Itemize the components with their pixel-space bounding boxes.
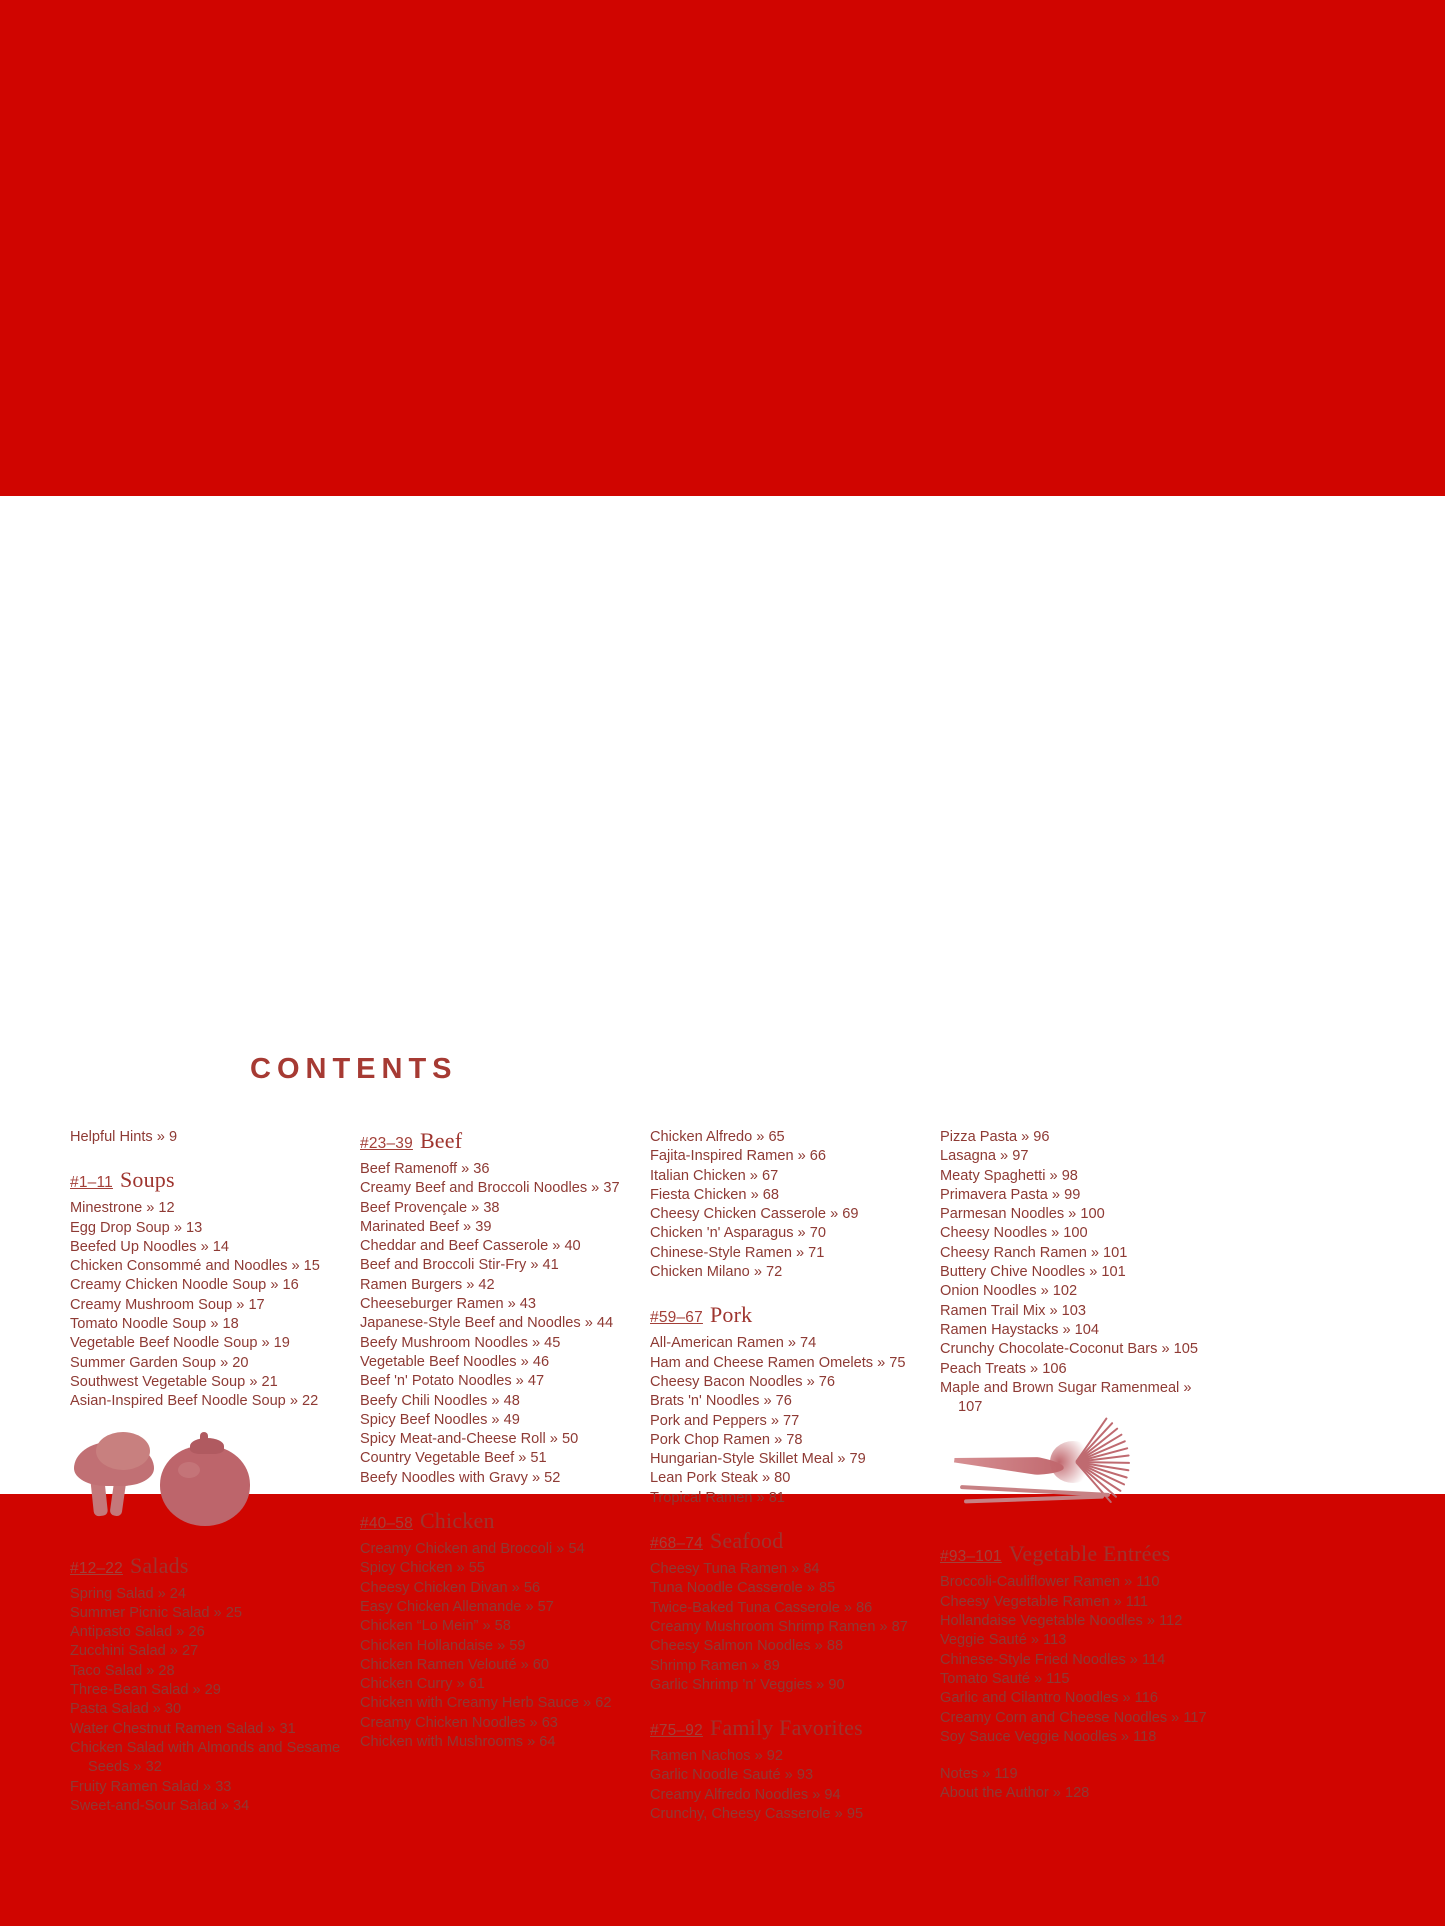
contents-entry[interactable]: Beefed Up Noodles » 14 bbox=[70, 1238, 230, 1255]
section-name: Family Favorites bbox=[709, 1715, 863, 1741]
contents-entry[interactable]: Cheesy Bacon Noodles » 76 bbox=[650, 1373, 835, 1390]
contents-entry[interactable]: Broccoli-Cauliflower Ramen » 110 bbox=[940, 1574, 1160, 1591]
section-range: #40–58 bbox=[360, 1515, 413, 1533]
section-name: Vegetable Entrées bbox=[1008, 1541, 1171, 1567]
contents-entry[interactable]: Soy Sauce Veggie Noodles » 118 bbox=[940, 1728, 1157, 1745]
section-name: Seafood bbox=[709, 1528, 784, 1554]
contents-entry[interactable]: Lean Pork Steak » 80 bbox=[650, 1470, 791, 1487]
contents-entry[interactable]: Easy Chicken Allemande » 57 bbox=[360, 1598, 554, 1615]
contents-entry[interactable]: Cheddar and Beef Casserole » 40 bbox=[360, 1238, 581, 1255]
section-heading bbox=[650, 1528, 922, 1554]
contents-entry[interactable]: Beef 'n' Potato Noodles » 47 bbox=[360, 1373, 545, 1390]
section-heading bbox=[70, 1167, 342, 1193]
contents-entry[interactable]: Chicken Hollandaise » 59 bbox=[360, 1637, 526, 1654]
contents-entry[interactable]: Sweet-and-Sour Salad » 34 bbox=[70, 1797, 250, 1814]
contents-entry[interactable]: Beef Ramenoff » 36 bbox=[360, 1161, 490, 1177]
contents-entry[interactable]: Creamy Mushroom Shrimp Ramen » 87 bbox=[650, 1618, 908, 1635]
contents-entry[interactable]: Crunchy Chocolate-Coconut Bars » 105 bbox=[940, 1341, 1198, 1358]
contents-entry[interactable]: Spicy Meat-and-Cheese Roll » 50 bbox=[360, 1431, 579, 1448]
contents-entry[interactable]: Water Chestnut Ramen Salad » 31 bbox=[70, 1720, 296, 1737]
contents-entry[interactable]: Brats 'n' Noodles » 76 bbox=[650, 1393, 792, 1410]
contents-entry[interactable]: Ramen Haystacks » 104 bbox=[940, 1321, 1099, 1338]
contents-entry[interactable]: About the Author » 128 bbox=[940, 1785, 1090, 1802]
contents-column-3 bbox=[650, 1128, 940, 1824]
contents-entry[interactable]: Creamy Alfredo Noodles » 94 bbox=[650, 1786, 841, 1803]
contents-entry[interactable]: Cheesy Ranch Ramen » 101 bbox=[940, 1244, 1128, 1261]
contents-entry[interactable]: Tomato Noodle Soup » 18 bbox=[70, 1316, 239, 1333]
contents-entry[interactable]: Creamy Chicken and Broccoli » 54 bbox=[360, 1541, 585, 1558]
contents-entry[interactable]: Cheesy Chicken Divan » 56 bbox=[360, 1579, 541, 1596]
section-heading bbox=[650, 1302, 922, 1328]
section-name: Chicken bbox=[419, 1508, 495, 1534]
contents-entry[interactable]: All-American Ramen » 74 bbox=[650, 1335, 817, 1352]
section-name: Beef bbox=[419, 1128, 463, 1153]
contents-entry[interactable]: Crunchy, Cheesy Casserole » 95 bbox=[650, 1806, 864, 1823]
section-heading bbox=[940, 1541, 1212, 1567]
broccoli-tomato-illustration bbox=[66, 1428, 296, 1533]
contents-entry[interactable]: Garlic Noodle Sauté » 93 bbox=[650, 1767, 814, 1784]
contents-entry[interactable]: Spicy Chicken » 55 bbox=[360, 1560, 485, 1577]
section-heading bbox=[70, 1553, 342, 1579]
contents-columns bbox=[70, 1128, 1390, 1824]
section-range: #75–92 bbox=[650, 1722, 703, 1740]
contents-entry[interactable]: Maple and Brown Sugar Ramenmeal » 107 bbox=[940, 1379, 1192, 1416]
contents-entry[interactable]: Ramen Trail Mix » 103 bbox=[940, 1302, 1086, 1319]
contents-entry[interactable]: Marinated Beef » 39 bbox=[360, 1218, 492, 1235]
section-name: Salads bbox=[129, 1552, 189, 1578]
contents-entry[interactable]: Chicken Alfredo » 65 bbox=[650, 1129, 785, 1145]
tomato-shape bbox=[160, 1446, 250, 1526]
contents-entry[interactable]: Chicken Ramen Velouté » 60 bbox=[360, 1656, 550, 1673]
contents-entry[interactable]: Beef and Broccoli Stir-Fry » 41 bbox=[360, 1257, 559, 1274]
contents-entry[interactable]: Lasagna » 97 bbox=[940, 1148, 1029, 1165]
section-range: #59–67 bbox=[650, 1309, 703, 1327]
contents-entry[interactable]: Notes » 119 bbox=[940, 1766, 1018, 1783]
section-range: #12–22 bbox=[70, 1559, 123, 1577]
contents-entry[interactable]: Summer Garden Soup » 20 bbox=[70, 1354, 249, 1371]
contents-entry[interactable]: Chinese-Style Ramen » 71 bbox=[650, 1244, 825, 1261]
contents-entry[interactable]: Pizza Pasta » 96 bbox=[940, 1129, 1050, 1145]
contents-entry[interactable]: Creamy Chicken Noodle Soup » 16 bbox=[70, 1277, 299, 1294]
contents-entry[interactable]: Three-Bean Salad » 29 bbox=[70, 1682, 221, 1699]
contents-entry[interactable]: Peach Treats » 106 bbox=[940, 1360, 1067, 1377]
contents-entry[interactable]: Vegetable Beef Noodles » 46 bbox=[360, 1353, 550, 1370]
contents-entry[interactable]: Ramen Burgers » 42 bbox=[360, 1276, 495, 1293]
carrot-shape bbox=[953, 1450, 1064, 1480]
tomato-stem-shape bbox=[200, 1432, 208, 1446]
contents-entry[interactable]: Creamy Mushroom Soup » 17 bbox=[70, 1296, 265, 1313]
contents-entry[interactable]: Chicken “Lo Mein” » 58 bbox=[360, 1618, 511, 1635]
contents-entry[interactable]: Pork Chop Ramen » 78 bbox=[650, 1431, 803, 1448]
contents-entry[interactable]: Shrimp Ramen » 89 bbox=[650, 1657, 780, 1674]
section-name: Soups bbox=[119, 1167, 175, 1193]
contents-entry[interactable]: Southwest Vegetable Soup » 21 bbox=[70, 1373, 278, 1390]
contents-entry[interactable]: Fruity Ramen Salad » 33 bbox=[70, 1778, 232, 1795]
broccoli-head-shape-2 bbox=[96, 1432, 150, 1470]
contents-entry[interactable]: Garlic and Cilantro Noodles » 116 bbox=[940, 1690, 1158, 1707]
section-heading bbox=[650, 1715, 922, 1741]
contents-entry[interactable]: Chicken Milano » 72 bbox=[650, 1264, 783, 1281]
contents-entry[interactable]: Pasta Salad » 30 bbox=[70, 1701, 182, 1718]
section-range: #23–39 bbox=[360, 1135, 413, 1152]
contents-entry[interactable]: Summer Picnic Salad » 25 bbox=[70, 1604, 242, 1621]
section-heading bbox=[360, 1508, 632, 1534]
contents-entry[interactable]: Spring Salad » 24 bbox=[70, 1585, 187, 1602]
contents-entry[interactable]: Taco Salad » 28 bbox=[70, 1662, 175, 1679]
contents-entry[interactable]: Parmesan Noodles » 100 bbox=[940, 1206, 1105, 1223]
contents-entry[interactable]: Egg Drop Soup » 13 bbox=[70, 1219, 203, 1236]
contents-entry[interactable]: Japanese-Style Beef and Noodles » 44 bbox=[360, 1315, 614, 1332]
contents-entry[interactable]: Minestrone » 12 bbox=[70, 1200, 175, 1217]
contents-entry[interactable]: Onion Noodles » 102 bbox=[940, 1283, 1078, 1300]
contents-entry[interactable]: Chinese-Style Fried Noodles » 114 bbox=[940, 1651, 1166, 1668]
section-range: #1–11 bbox=[70, 1174, 113, 1192]
contents-entry[interactable]: Tomato Sauté » 115 bbox=[940, 1670, 1070, 1687]
contents-entry[interactable]: Tropical Ramen » 81 bbox=[650, 1489, 785, 1506]
contents-entry[interactable]: Veggie Sauté » 113 bbox=[940, 1632, 1067, 1649]
contents-column-2 bbox=[360, 1128, 650, 1824]
contents-entry[interactable]: Italian Chicken » 67 bbox=[650, 1167, 779, 1184]
contents-entry[interactable]: Cheesy Chicken Casserole » 69 bbox=[650, 1206, 859, 1223]
section-heading bbox=[360, 1128, 632, 1154]
contents-entry[interactable]: Fajita-Inspired Ramen » 66 bbox=[650, 1148, 827, 1165]
contents-entry[interactable]: Zucchini Salad » 27 bbox=[70, 1643, 199, 1660]
contents-entry[interactable]: Fiesta Chicken » 68 bbox=[650, 1186, 779, 1203]
contents-entry[interactable]: Creamy Chicken Noodles » 63 bbox=[360, 1714, 558, 1731]
contents-entry[interactable]: Meaty Spaghetti » 98 bbox=[940, 1167, 1078, 1184]
contents-entry[interactable]: Buttery Chive Noodles » 101 bbox=[940, 1264, 1126, 1281]
carrot-noodles-illustration bbox=[950, 1431, 1190, 1521]
contents-entry[interactable]: Hungarian-Style Skillet Meal » 79 bbox=[650, 1451, 866, 1468]
section-range: #68–74 bbox=[650, 1535, 703, 1553]
contents-entry[interactable]: Cheeseburger Ramen » 43 bbox=[360, 1296, 537, 1313]
contents-entry[interactable]: Cheesy Noodles » 100 bbox=[940, 1225, 1088, 1242]
contents-entry[interactable]: Chicken with Mushrooms » 64 bbox=[360, 1734, 556, 1751]
contents-column-1 bbox=[70, 1128, 360, 1824]
spacer bbox=[940, 1747, 1212, 1765]
contents-entry[interactable]: Pork and Peppers » 77 bbox=[650, 1412, 800, 1429]
contents-entry[interactable]: Primavera Pasta » 99 bbox=[940, 1186, 1081, 1203]
section-name: Pork bbox=[709, 1302, 753, 1328]
contents-entry[interactable]: Creamy Beef and Broccoli Noodles » 37 bbox=[360, 1180, 620, 1197]
contents-entry[interactable]: Vegetable Beef Noodle Soup » 19 bbox=[70, 1335, 290, 1352]
contents-entry[interactable]: Cheesy Tuna Ramen » 84 bbox=[650, 1561, 820, 1578]
contents-entry[interactable]: Twice-Baked Tuna Casserole » 86 bbox=[650, 1599, 873, 1616]
tomato-highlight bbox=[178, 1462, 200, 1478]
contents-entry[interactable]: Chicken with Creamy Herb Sauce » 62 bbox=[360, 1695, 612, 1712]
contents-entry[interactable]: Chicken Salad with Almonds and Sesame Seeds » 32 bbox=[70, 1739, 341, 1776]
page-title: CONTENTS bbox=[250, 1053, 458, 1085]
contents-entry[interactable]: Ham and Cheese Ramen Omelets » 75 bbox=[650, 1354, 906, 1371]
contents-panel bbox=[0, 496, 1445, 1823]
section-range: #93–101 bbox=[940, 1548, 1002, 1566]
contents-entry[interactable]: Beefy Noodles with Gravy » 52 bbox=[360, 1469, 561, 1486]
contents-entry[interactable]: Garlic Shrimp 'n' Veggies » 90 bbox=[650, 1676, 845, 1693]
noodle-strand-2 bbox=[964, 1495, 1104, 1504]
contents-entry[interactable]: Spicy Beef Noodles » 49 bbox=[360, 1411, 520, 1428]
contents-entry[interactable]: Hollandaise Vegetable Noodles » 112 bbox=[940, 1613, 1183, 1630]
contents-entry[interactable]: Chicken 'n' Asparagus » 70 bbox=[650, 1225, 826, 1242]
contents-entry[interactable]: Cheesy Salmon Noodles » 88 bbox=[650, 1638, 844, 1655]
contents-entry[interactable]: Creamy Corn and Cheese Noodles » 117 bbox=[940, 1709, 1207, 1726]
sprout-shape bbox=[1076, 1433, 1166, 1491]
contents-entry[interactable]: Helpful Hints » 9 bbox=[70, 1129, 178, 1145]
contents-entry[interactable]: Tuna Noodle Casserole » 85 bbox=[650, 1580, 836, 1597]
contents-entry[interactable]: Country Vegetable Beef » 51 bbox=[360, 1450, 547, 1467]
contents-entry[interactable]: Beefy Chili Noodles » 48 bbox=[360, 1392, 520, 1409]
contents-entry[interactable]: Cheesy Vegetable Ramen » 111 bbox=[940, 1593, 1148, 1610]
contents-entry[interactable]: Beef Provençale » 38 bbox=[360, 1199, 500, 1216]
contents-entry[interactable]: Antipasto Salad » 26 bbox=[70, 1624, 205, 1641]
contents-entry[interactable]: Asian-Inspired Beef Noodle Soup » 22 bbox=[70, 1393, 319, 1410]
contents-entry[interactable]: Chicken Curry » 61 bbox=[360, 1676, 485, 1693]
contents-entry[interactable]: Ramen Nachos » 92 bbox=[650, 1748, 784, 1765]
contents-entry[interactable]: Beefy Mushroom Noodles » 45 bbox=[360, 1334, 561, 1351]
contents-entry[interactable]: Chicken Consommé and Noodles » 15 bbox=[70, 1258, 320, 1275]
contents-column-4 bbox=[940, 1128, 1230, 1824]
